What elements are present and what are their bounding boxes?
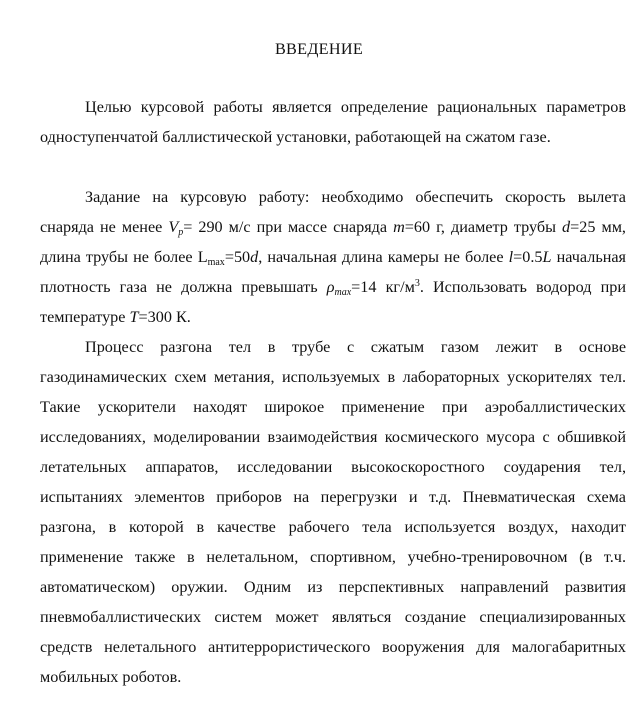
paragraph-assignment — [40, 182, 626, 332]
tube-length-symbol: L — [542, 248, 552, 266]
text-fragment: начальная плотность газа не должна превышать — [40, 248, 626, 296]
text-fragment: , начальная длина камеры не более — [258, 248, 509, 266]
chamber-length-symbol: l — [508, 248, 514, 266]
velocity-symbol: V — [168, 218, 179, 236]
paragraph-goal: Целью курсовой работы является определение рациональных параметров одноступенчатой баллистической установки, работающей на сжатом газе. — [40, 98, 626, 146]
text-fragment: =0.5 — [513, 248, 543, 266]
text-fragment: = 290 м/с при массе снаряда — [183, 218, 394, 236]
text-fragment: =25 мм, длина трубы не более L — [40, 218, 626, 266]
text-fragment: =60 г, диаметр трубы — [404, 218, 563, 236]
velocity-subscript: p — [178, 227, 184, 238]
diameter-symbol: d — [562, 218, 571, 236]
text-fragment: =50 — [224, 248, 251, 266]
text-fragment: Задание на курсовую работу: необходимо обеспечить скорость вылета снаряда не менее — [40, 188, 626, 236]
section-heading: ВВЕДЕНИЕ — [274, 40, 364, 58]
text-fragment: =300 К. — [138, 308, 191, 326]
diameter-symbol-2: d — [250, 248, 259, 266]
temperature-symbol: T — [129, 308, 139, 326]
text-fragment: . Использовать водород при температуре — [40, 278, 627, 326]
paragraph-process: Процесс разгона тел в трубе с сжатым газом лежит в основе газодинамических схем метания, используемых в лабораторных ускорителях тел. Такие ускорители находят широкое применение при аэробаллистических исследованиях, моделировании взаимодействия космического мусора с обшивкой летательных аппаратов, исследовании высокоскоростного соударения тел, испытаниях элементов приборов на перегрузки и т.д. Пневматическая схема разгона, в которой в качестве рабочего тела используется воздух, находит применение также в нелетальном, спортивном, учебно-тренировочном (в т.ч. автоматическом) оружии. Одним из перспективных направлений развития пневмобаллистических систем может являться создание специализированных средств нелетального антитеррористического вооружения для малогабаритных мобильных роботов. — [40, 338, 626, 686]
mass-symbol: m — [393, 218, 405, 236]
cube-superscript: 3 — [414, 278, 420, 289]
text-fragment: =14 кг/м — [351, 278, 415, 296]
density-symbol: ρ — [326, 278, 335, 296]
density-subscript: max — [334, 287, 352, 298]
lmax-subscript: max — [207, 257, 225, 268]
